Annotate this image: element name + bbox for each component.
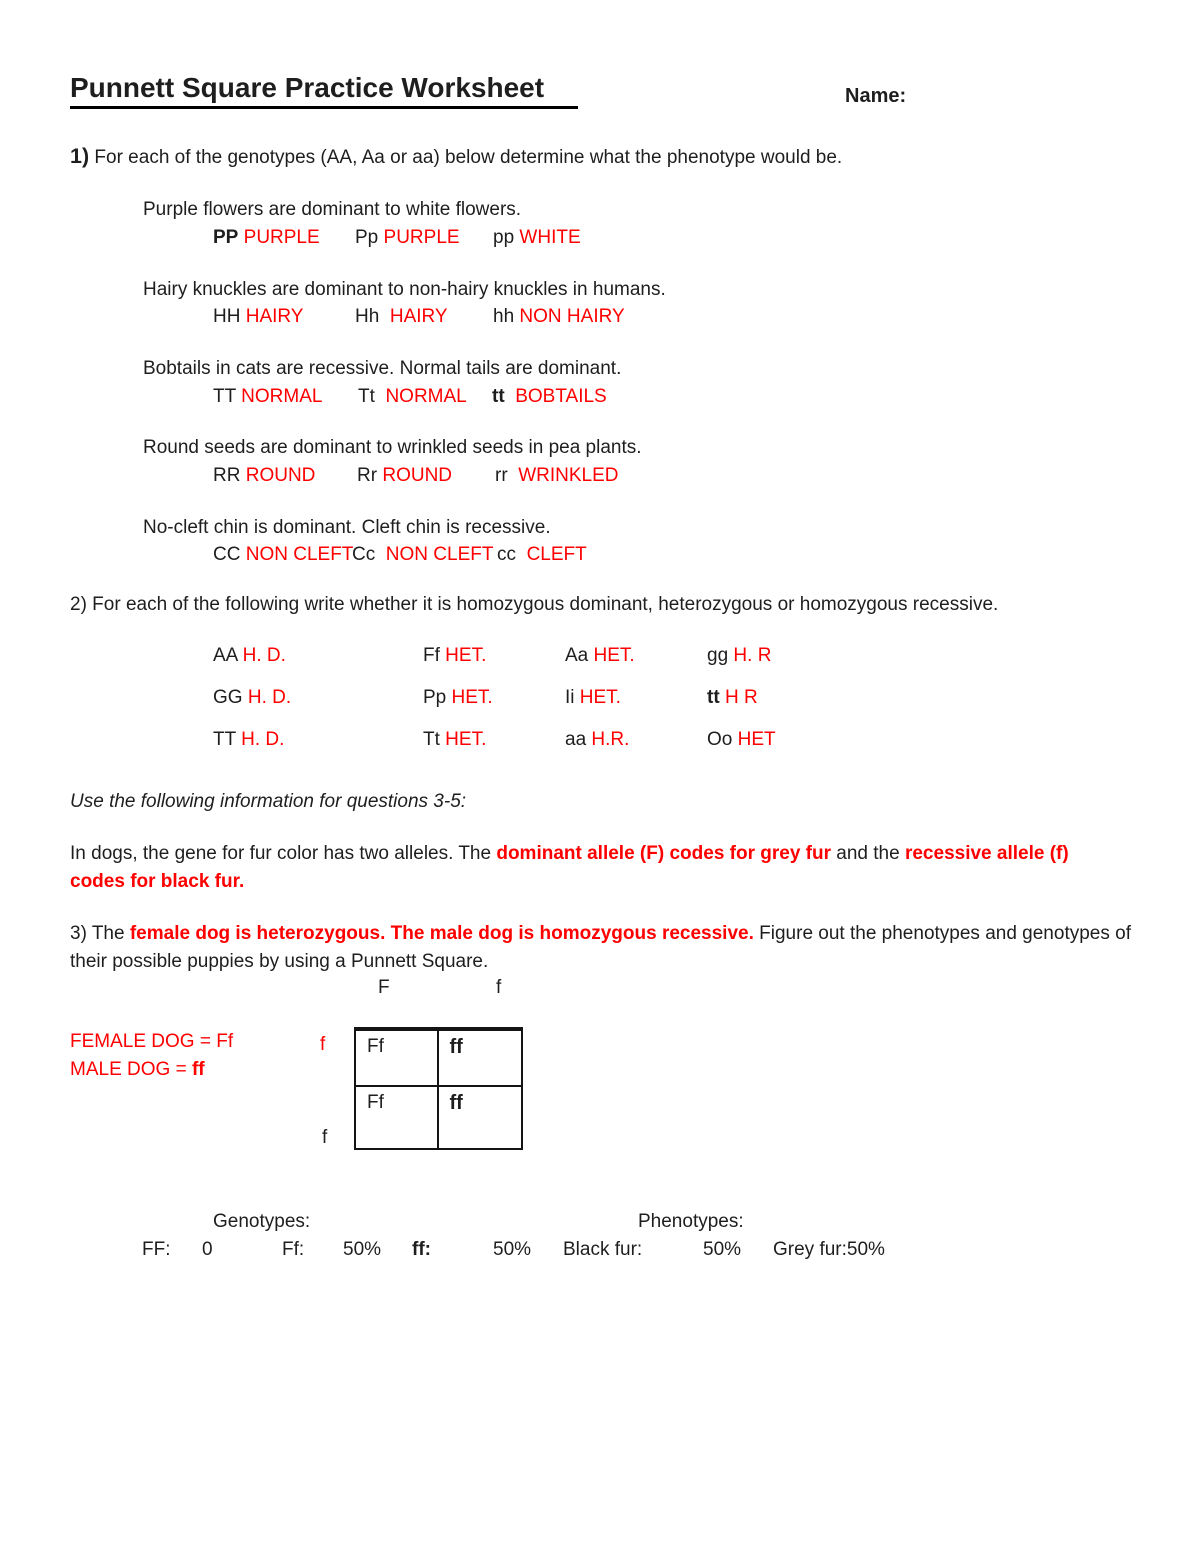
summary-grey-fur-label: Grey fur:: [773, 1239, 847, 1260]
q1-prompt-text: For each of the genotypes (AA, Aa or aa) below determine what the phenotype would be.: [89, 147, 843, 168]
phenotype-answer: BOBTAILS: [515, 386, 607, 407]
phenotype-answer: PURPLE: [243, 227, 320, 248]
genotype: Tt: [358, 386, 375, 407]
trait4-answer-3: [495, 462, 619, 490]
summary-black-fur-label: Black fur:: [563, 1239, 643, 1260]
trait4-answer-2: [357, 462, 452, 490]
summary-Ff-value: 50%: [343, 1239, 382, 1260]
summary-black-fur-value: 50%: [703, 1239, 742, 1260]
info-line-2: [70, 868, 244, 896]
info-line-1: [70, 840, 1069, 868]
q3-red-text: female dog is heterozygous. The male dog is homozygous recessive.: [129, 923, 754, 944]
genotype: hh: [493, 306, 515, 327]
trait3-answer-2: [358, 383, 467, 411]
q1-number: 1): [70, 144, 90, 168]
zygosity-answer: HET.: [445, 729, 487, 750]
trait4-desc: Round seeds are dominant to wrinkled seeds in pea plants.: [143, 437, 642, 458]
punnett-square: [354, 1027, 523, 1150]
summary-Ff-label: Ff:: [282, 1239, 305, 1260]
info-recessive-allele-cont: codes for black fur.: [70, 871, 245, 892]
q2-cell: [423, 642, 486, 670]
phenotype-answer: WRINKLED: [518, 465, 619, 486]
q3-text: 3) The: [70, 923, 130, 944]
phenotype-answer: WHITE: [519, 227, 581, 248]
q2-cell: [707, 726, 776, 754]
summary-grey-fur-value: 50%: [846, 1239, 885, 1260]
zygosity-answer: HET: [737, 729, 776, 750]
phenotype-answer: NORMAL: [241, 386, 323, 407]
phenotype-answer: HAIRY: [389, 306, 448, 327]
trait5-desc: No-cleft chin is dominant. Cleft chin is recessive.: [143, 517, 551, 538]
punnett-col-header-f: f: [496, 977, 502, 998]
summary-grey-fur: [773, 1236, 885, 1264]
info-dominant-allele: dominant allele (F) codes for grey fur: [496, 843, 832, 864]
genotype: tt: [707, 687, 720, 708]
info-text: In dogs, the gene for fur color has two alleles. The: [70, 843, 497, 864]
trait2-answer-1: [213, 303, 303, 331]
punnett-cell-top-right: ff: [439, 1031, 522, 1087]
zygosity-answer: H. R: [733, 645, 772, 666]
q2-cell: [707, 684, 758, 712]
genotype: Oo: [707, 729, 733, 750]
q2-cell: [423, 726, 486, 754]
genotype: cc: [497, 544, 516, 565]
zygosity-answer: HET.: [445, 645, 487, 666]
name-label: Name:: [845, 85, 907, 107]
punnett-row-label-top: f: [320, 1034, 326, 1055]
q1-prompt: [70, 142, 842, 172]
genotype: GG: [213, 687, 243, 708]
genotype: aa: [565, 729, 587, 750]
trait1-answer-3: [493, 224, 581, 252]
genotype: Cc: [352, 544, 376, 565]
summary-FF-value: 0: [202, 1239, 213, 1260]
phenotype-answer: ROUND: [382, 465, 453, 486]
genotype: TT: [213, 729, 236, 750]
phenotype-answer: NON CLEFT: [385, 544, 494, 565]
q2-cell: [565, 684, 621, 712]
page-title: Punnett Square Practice Worksheet: [70, 72, 578, 109]
zygosity-answer: HET.: [579, 687, 621, 708]
zygosity-answer: HET.: [451, 687, 493, 708]
punnett-cell-bottom-left: Ff: [356, 1087, 439, 1148]
genotype: Tt: [423, 729, 440, 750]
trait5-answer-3: [497, 541, 587, 569]
info-note: Use the following information for questions 3-5:: [70, 791, 467, 812]
genotype: HH: [213, 306, 241, 327]
trait1-answer-2: [355, 224, 460, 252]
phenotypes-header: Phenotypes:: [638, 1211, 744, 1232]
zygosity-answer: H R: [724, 687, 758, 708]
summary-ff-label: ff:: [412, 1239, 431, 1260]
genotype: Ff: [423, 645, 440, 666]
phenotype-answer: NORMAL: [385, 386, 467, 407]
trait5-answer-2: [352, 541, 493, 569]
genotype: Hh: [355, 306, 380, 327]
zygosity-answer: H. D.: [241, 729, 285, 750]
summary-FF-label: FF:: [142, 1239, 171, 1260]
genotype: RR: [213, 465, 241, 486]
genotype: rr: [495, 465, 508, 486]
punnett-cell-bottom-right: ff: [449, 1092, 463, 1115]
phenotype-answer: NON CLEFT: [245, 544, 354, 565]
zygosity-answer: H. D.: [242, 645, 286, 666]
genotype: Pp: [423, 687, 447, 708]
genotype: tt: [492, 386, 505, 407]
phenotype-answer: HAIRY: [245, 306, 304, 327]
punnett-cell-top-left: Ff: [356, 1031, 439, 1087]
zygosity-answer: H.R.: [591, 729, 630, 750]
zygosity-answer: H. D.: [247, 687, 292, 708]
q2-cell: [707, 642, 771, 670]
info-text: and the: [831, 843, 905, 864]
genotype: Pp: [355, 227, 379, 248]
trait4-answer-1: [213, 462, 315, 490]
punnett-col-header-F: F: [378, 977, 390, 998]
trait3-answer-3: [492, 383, 607, 411]
q2-cell: [213, 726, 284, 754]
female-dog-label: FEMALE DOG = Ff: [70, 1031, 234, 1052]
trait1-answer-1: [213, 224, 320, 252]
genotype: Ii: [565, 687, 575, 708]
genotype: AA: [213, 645, 238, 666]
male-dog-label: MALE DOG = ff: [70, 1059, 205, 1080]
trait3-answer-1: [213, 383, 322, 411]
q2-prompt: 2) For each of the following write whether it is homozygous dominant, heterozygous or homozygous recessive.: [70, 594, 999, 615]
trait2-desc: Hairy knuckles are dominant to non-hairy knuckles in humans.: [143, 279, 666, 300]
q2-cell: [213, 642, 286, 670]
phenotype-answer: PURPLE: [383, 227, 460, 248]
header: [70, 72, 578, 109]
male-allele: ff: [191, 1059, 205, 1080]
trait2-answer-3: [493, 303, 625, 331]
q2-cell: [423, 684, 493, 712]
genotype: gg: [707, 645, 729, 666]
trait3-desc: Bobtails in cats are recessive. Normal tails are dominant.: [143, 358, 622, 379]
q2-cell: [213, 684, 291, 712]
phenotype-answer: ROUND: [245, 465, 316, 486]
phenotype-answer: NON HAIRY: [519, 306, 625, 327]
q3-text: Figure out the phenotypes and genotypes of: [753, 923, 1131, 944]
genotype: PP: [213, 227, 239, 248]
genotype: Aa: [565, 645, 589, 666]
trait1-desc: Purple flowers are dominant to white flowers.: [143, 199, 522, 220]
zygosity-answer: HET.: [593, 645, 635, 666]
summary-ff-value: 50%: [493, 1239, 532, 1260]
info-recessive-allele: recessive allele (f): [904, 843, 1069, 864]
trait5-answer-1: [213, 541, 353, 569]
phenotype-answer: CLEFT: [526, 544, 587, 565]
trait2-answer-2: [355, 303, 448, 331]
punnett-row-label-bottom: f: [322, 1127, 328, 1148]
q3-prompt-line-1: [70, 920, 1131, 948]
genotype: pp: [493, 227, 515, 248]
genotypes-header: Genotypes:: [213, 1211, 311, 1232]
genotype: CC: [213, 544, 241, 565]
genotype: Rr: [357, 465, 378, 486]
genotype: TT: [213, 386, 236, 407]
q3-prompt-line-2: their possible puppies by using a Punnett Square.: [70, 951, 489, 972]
q2-cell: [565, 642, 635, 670]
q2-cell: [565, 726, 629, 754]
